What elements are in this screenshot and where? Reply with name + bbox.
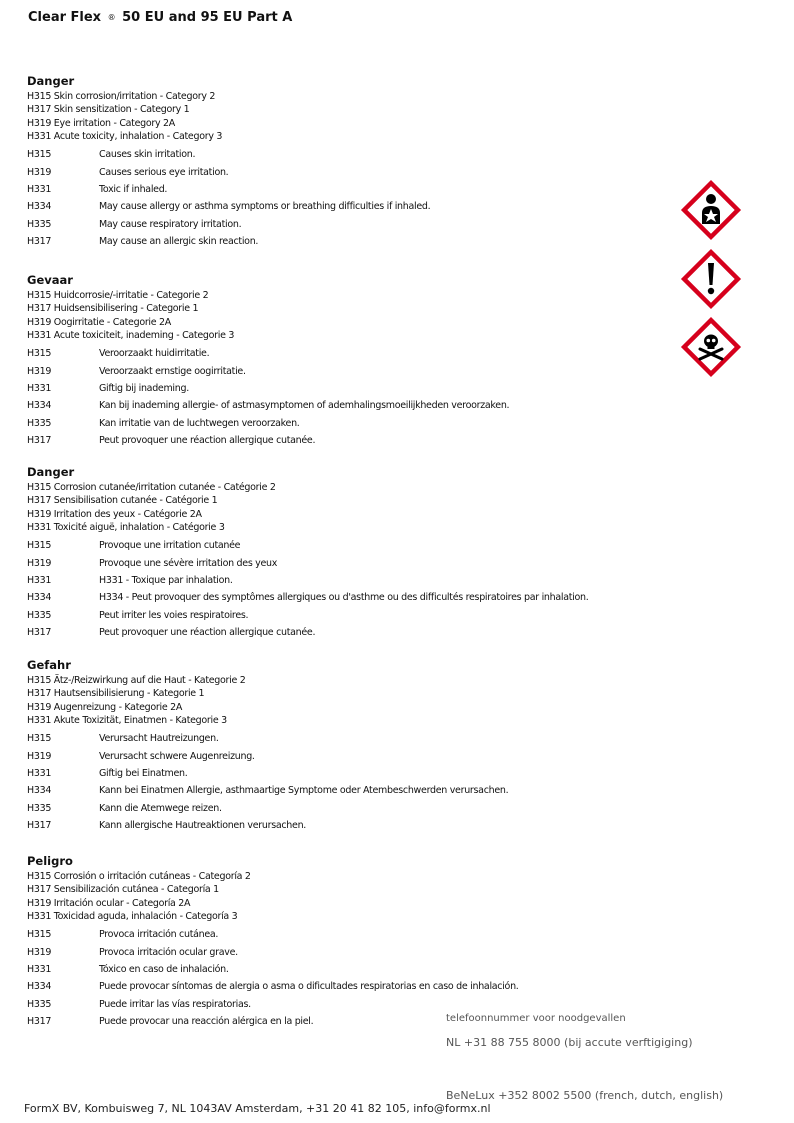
classification-line: H331 Acute toxicity, inhalation - Category 3 (27, 130, 223, 142)
statement-code: H335 (27, 998, 52, 1010)
statement-text: May cause an allergic skin reaction. (99, 236, 259, 248)
statement-text: Peut provoquer une réaction allergique cutanée. (99, 627, 316, 639)
section-heading: Gefahr (27, 658, 71, 672)
statement-row (27, 978, 667, 995)
hazard-statements (27, 345, 667, 449)
emergency-phone-nl: NL +31 88 755 8000 (bij accute verftigiging) (446, 1036, 693, 1049)
statement-row (27, 782, 667, 799)
statement-row (27, 233, 667, 250)
hazard-section (27, 657, 667, 835)
statement-row (27, 624, 667, 641)
classification-line: H319 Oogirritatie - Categorie 2A (27, 316, 171, 328)
statement-code: H335 (27, 417, 52, 429)
statement-row (27, 397, 667, 414)
emergency-label: telefoonnummer voor noodgevallen (446, 1013, 626, 1024)
classification-line: H317 Sensibilización cutánea - Categoría 1 (27, 884, 219, 896)
statement-row (27, 944, 667, 961)
statement-text: May cause allergy or asthma symptoms or breathing difficulties if inhaled. (99, 201, 431, 213)
section-heading: Danger (27, 465, 75, 479)
classification-line: H315 Huidcorrosie/-irritatie - Categorie 2 (27, 290, 209, 301)
statement-code: H331 (27, 963, 52, 975)
statement-text: Tóxico en caso de inhalación. (99, 963, 229, 975)
hazard-statements (27, 146, 667, 250)
section-heading: Peligro (27, 854, 73, 868)
statement-code: H315 (27, 348, 52, 360)
statement-text: Provoca irritación cutánea. (99, 929, 219, 941)
statement-code: H331 (27, 574, 52, 586)
statement-code: H334 (27, 592, 52, 604)
statement-code: H317 (27, 820, 52, 832)
statement-row (27, 996, 667, 1013)
statement-code: H335 (27, 802, 52, 814)
classification-line: H331 Akute Toxizität, Einatmen - Kategorie 3 (27, 714, 227, 726)
statement-row (27, 961, 667, 978)
statement-row (27, 363, 667, 380)
statement-text: May cause respiratory irritation. (99, 218, 242, 230)
document-title (28, 10, 292, 25)
statement-text: Kann die Atemwege reizen. (99, 802, 222, 814)
statement-text: Peut irriter les voies respiratoires. (99, 609, 249, 621)
exclamation-mark-icon (680, 248, 742, 310)
statement-row (27, 589, 667, 606)
statement-code: H317 (27, 627, 52, 639)
classification-line: H331 Toxicidad aguda, inhalación - Categoría 3 (27, 910, 238, 922)
statement-row (27, 730, 667, 747)
statement-row (27, 817, 667, 834)
statement-row (27, 748, 667, 765)
statement-text: Puede irritar las vías respiratorias. (99, 998, 251, 1010)
statement-code: H319 (27, 750, 52, 762)
statement-row (27, 765, 667, 782)
statement-row (27, 800, 667, 817)
statement-code: H331 (27, 382, 52, 394)
statement-code: H319 (27, 946, 52, 958)
hazard-section (27, 73, 667, 251)
statement-text: Giftig bij inademing. (99, 382, 189, 394)
statement-row (27, 607, 667, 624)
classification-line: H315 Corrosion cutanée/irritation cutanée - Catégorie 2 (27, 482, 276, 493)
product-name: Clear Flex (28, 10, 102, 25)
statement-text: H334 - Peut provoquer des symptômes allergiques ou d'asthme ou des difficultés respiratoires par inhalation. (99, 592, 589, 604)
hazard-section (27, 853, 667, 1031)
statement-code: H315 (27, 540, 52, 552)
company-footer: FormX BV, Kombuisweg 7, NL 1043AV Amsterdam, +31 20 41 82 105, info@formx.nl (24, 1102, 491, 1115)
statement-text: Veroorzaakt huidirritatie. (99, 348, 210, 360)
classification-line: H315 Ätz-/Reizwirkung auf die Haut - Kategorie 2 (27, 675, 246, 686)
statement-text: Peut provoquer une réaction allergique cutanée. (99, 435, 316, 447)
statement-row (27, 555, 667, 572)
statement-row (27, 181, 667, 198)
statement-code: H334 (27, 981, 52, 993)
statement-text: Giftig bei Einatmen. (99, 767, 188, 779)
hazard-statements (27, 730, 667, 834)
classification-line: H317 Sensibilisation cutanée - Catégorie 1 (27, 495, 218, 507)
hazard-section (27, 272, 667, 450)
statement-row (27, 572, 667, 589)
classification-line: H319 Irritación ocular - Categoría 2A (27, 897, 191, 909)
statement-code: H315 (27, 929, 52, 941)
statement-row (27, 216, 667, 233)
statement-text: Provoca irritación ocular grave. (99, 946, 238, 958)
statement-code: H319 (27, 557, 52, 569)
statement-code: H331 (27, 767, 52, 779)
statement-text: Puede provocar una reacción alérgica en la piel. (99, 1016, 314, 1028)
product-variant: 50 EU and 95 EU Part A (122, 10, 293, 25)
statement-text: Veroorzaakt ernstige oogirritatie. (99, 365, 246, 377)
statement-text: Toxic if inhaled. (99, 183, 168, 195)
classification-line: H315 Corrosión o irritación cutáneas - Categoría 2 (27, 871, 251, 882)
section-heading: Gevaar (27, 273, 73, 287)
statement-code: H319 (27, 166, 52, 178)
statement-row (27, 432, 667, 449)
statement-code: H334 (27, 785, 52, 797)
registered-mark: ® (107, 13, 116, 22)
classification-line: H331 Toxicité aiguë, inhalation - Catégorie 3 (27, 521, 225, 533)
statement-text: Provoque une sévère irritation des yeux (99, 557, 278, 569)
statement-row (27, 537, 667, 554)
statement-code: H319 (27, 365, 52, 377)
classification-line: H319 Irritation des yeux - Catégorie 2A (27, 508, 202, 520)
statement-code: H315 (27, 733, 52, 745)
health-hazard-icon (680, 179, 742, 241)
classification-line: H331 Acute toxiciteit, inademing - Categorie 3 (27, 329, 235, 341)
statement-code: H334 (27, 201, 52, 213)
statement-code: H331 (27, 183, 52, 195)
statement-text: Verursacht Hautreizungen. (99, 733, 219, 745)
statement-code: H317 (27, 236, 52, 248)
statement-code: H335 (27, 609, 52, 621)
statement-row (27, 198, 667, 215)
statement-text: Verursacht schwere Augenreizung. (99, 750, 255, 762)
statement-text: Provoque une irritation cutanée (99, 540, 241, 552)
statement-text: H331 - Toxique par inhalation. (99, 574, 233, 586)
section-heading: Danger (27, 74, 75, 88)
statement-text: Causes skin irritation. (99, 149, 196, 161)
classification-line: H317 Hautsensibilisierung - Kategorie 1 (27, 688, 205, 700)
statement-row (27, 926, 667, 943)
emergency-phone-benelux: BeNeLux +352 8002 5500 (french, dutch, english) (446, 1089, 724, 1102)
statement-code: H334 (27, 400, 52, 412)
hazard-section (27, 464, 667, 642)
statement-code: H317 (27, 1016, 52, 1028)
classification-line: H317 Huidsensibilisering - Categorie 1 (27, 303, 199, 315)
statement-text: Puede provocar síntomas de alergia o asma o dificultades respiratorias en caso de inhalación. (99, 981, 519, 993)
statement-row (27, 164, 667, 181)
classification-line: H319 Eye irritation - Category 2A (27, 117, 175, 129)
statement-text: Kan bij inademing allergie- of astmasymptomen of ademhalingsmoeilijkheden veroorzaken. (99, 400, 510, 412)
statement-text: Kan irritatie van de luchtwegen veroorzaken. (99, 417, 300, 429)
statement-row (27, 146, 667, 163)
classification-line: H319 Augenreizung - Kategorie 2A (27, 701, 183, 713)
statement-text: Kann allergische Hautreaktionen verursachen. (99, 820, 307, 832)
statement-row (27, 380, 667, 397)
classification-line: H315 Skin corrosion/irritation - Category 2 (27, 91, 216, 102)
statement-code: H335 (27, 218, 52, 230)
skull-crossbones-icon (680, 316, 742, 378)
statement-row (27, 345, 667, 362)
statement-code: H315 (27, 149, 52, 161)
statement-text: Causes serious eye irritation. (99, 166, 229, 178)
classification-line: H317 Skin sensitization - Category 1 (27, 104, 190, 116)
statement-row (27, 415, 667, 432)
statement-text: Kann bei Einatmen Allergie, asthmaartige Symptome oder Atembeschwerden verursachen. (99, 785, 509, 797)
statement-code: H317 (27, 435, 52, 447)
hazard-statements (27, 537, 667, 641)
